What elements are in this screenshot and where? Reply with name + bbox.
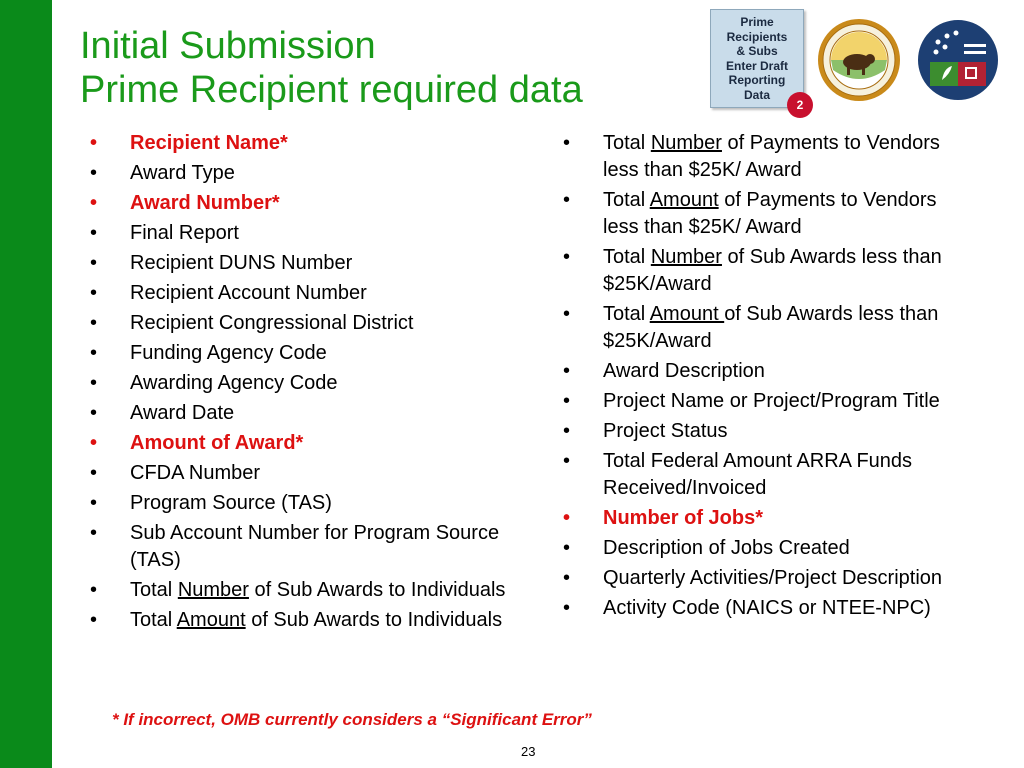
bullet-icon: • xyxy=(90,252,98,274)
list-item-text: Award Type xyxy=(130,162,235,184)
bullet-icon: • xyxy=(90,522,98,544)
list-item-text: CFDA Number xyxy=(130,462,261,484)
list-item-text: Recipient Congressional District xyxy=(130,312,414,334)
list-item-text: Award Date xyxy=(130,402,235,424)
list-item-text: of Sub Awards to Individuals xyxy=(245,609,503,631)
list-item xyxy=(90,160,510,187)
list-item xyxy=(563,535,958,562)
left-accent-bar xyxy=(0,0,52,768)
list-item-text: Program Source (TAS) xyxy=(130,492,332,514)
list-item-text: Recipient Name* xyxy=(130,132,288,154)
bullet-icon: • xyxy=(90,462,98,484)
title-line-2: Prime Recipient required data xyxy=(80,69,583,111)
list-item xyxy=(90,340,510,367)
underlined-term: Number xyxy=(177,579,249,601)
list-item-text: Recipient DUNS Number xyxy=(130,252,353,274)
list-item xyxy=(563,595,958,622)
list-item xyxy=(90,607,510,634)
list-item xyxy=(90,370,510,397)
list-item-text: Quarterly Activities/Project Description xyxy=(603,567,943,589)
bullet-icon: • xyxy=(90,579,98,601)
right-data-elements-list xyxy=(563,130,958,625)
list-item-text: Funding Agency Code xyxy=(130,342,327,364)
bullet-icon: • xyxy=(90,402,98,424)
underlined-term: Amount xyxy=(649,189,719,211)
list-item xyxy=(563,388,958,415)
list-item xyxy=(90,460,510,487)
page-number: 23 xyxy=(521,744,536,759)
list-item-text: Total Federal Amount ARRA Funds Received/Invoiced xyxy=(603,450,913,499)
list-item xyxy=(90,577,510,604)
list-item xyxy=(90,190,510,217)
list-item xyxy=(90,250,510,277)
list-item-text: Awarding Agency Code xyxy=(130,372,338,394)
list-item-text: Project Name or Project/Program Title xyxy=(603,390,940,412)
bullet-icon: • xyxy=(90,609,98,631)
list-item xyxy=(563,418,958,445)
bullet-icon: • xyxy=(563,360,571,382)
list-item xyxy=(563,187,958,241)
list-item-text: Recipient Account Number xyxy=(130,282,367,304)
underlined-term: Amount xyxy=(649,303,725,325)
list-item-text: Final Report xyxy=(130,222,239,244)
underlined-term: Amount xyxy=(176,609,246,631)
slide-title xyxy=(80,24,583,112)
bullet-icon: • xyxy=(90,222,98,244)
list-item xyxy=(563,358,958,385)
list-item xyxy=(563,301,958,355)
bullet-icon: • xyxy=(563,246,571,268)
list-item-text: of Sub Awards to Individuals xyxy=(248,579,506,601)
list-item-text: Award Number* xyxy=(130,192,280,214)
list-item-text: Amount of Award* xyxy=(130,432,304,454)
left-data-elements-list xyxy=(90,130,510,637)
bullet-icon: • xyxy=(90,132,98,154)
list-item xyxy=(563,505,958,532)
list-item-text: Project Status xyxy=(603,420,728,442)
list-item xyxy=(563,448,958,502)
list-item-text: Sub Account Number for Program Source (TAS) xyxy=(130,522,500,571)
bullet-icon: • xyxy=(90,162,98,184)
bullet-icon: • xyxy=(563,450,571,472)
bullet-icon: • xyxy=(90,492,98,514)
list-item-text: Total xyxy=(603,132,651,154)
list-item-text: Number of Jobs* xyxy=(603,507,764,529)
list-item xyxy=(90,220,510,247)
department-of-interior-seal-icon xyxy=(817,18,901,102)
list-item-text: of Payments to Vendors less than $25K/ Award xyxy=(603,189,937,238)
list-item-text: Description of Jobs Created xyxy=(603,537,850,559)
process-step-box: Prime Recipients & Subs Enter Draft Reporting Data xyxy=(710,9,804,108)
list-item xyxy=(563,565,958,592)
bullet-icon: • xyxy=(563,132,571,154)
bullet-icon: • xyxy=(90,312,98,334)
significant-error-footnote: * If incorrect, OMB currently considers a “Significant Error” xyxy=(112,710,592,729)
list-item xyxy=(90,130,510,157)
list-item-text: of Payments to Vendors less than $25K/ Award xyxy=(603,132,940,181)
list-item-text: Total xyxy=(603,246,651,268)
list-item-text: Total xyxy=(603,303,650,325)
bullet-icon: • xyxy=(90,432,98,454)
list-item xyxy=(90,280,510,307)
list-item-text: of Sub Awards less than $25K/Award xyxy=(603,303,939,352)
recovery-gov-seal-icon xyxy=(916,18,1000,102)
list-item-text: Total xyxy=(603,189,650,211)
bullet-icon: • xyxy=(90,372,98,394)
list-item-text: Activity Code (NAICS or NTEE-NPC) xyxy=(603,597,931,619)
list-item xyxy=(90,430,510,457)
bullet-icon: • xyxy=(563,390,571,412)
list-item xyxy=(563,130,958,184)
bullet-icon: • xyxy=(563,303,571,325)
list-item xyxy=(90,490,510,517)
underlined-term: Number xyxy=(650,132,722,154)
list-item xyxy=(90,400,510,427)
list-item xyxy=(90,520,510,574)
list-item-text: Award Description xyxy=(603,360,765,382)
bullet-icon: • xyxy=(563,567,571,589)
list-item xyxy=(90,310,510,337)
list-item xyxy=(563,244,958,298)
underlined-term: Number xyxy=(650,246,722,268)
list-item-text: Total xyxy=(130,579,178,601)
list-item-text: Total xyxy=(130,609,177,631)
title-line-1: Initial Submission xyxy=(80,25,376,67)
bullet-icon: • xyxy=(563,507,571,529)
bullet-icon: • xyxy=(563,189,571,211)
list-item-text: of Sub Awards less than $25K/Award xyxy=(603,246,942,295)
bullet-icon: • xyxy=(90,192,98,214)
bullet-icon: • xyxy=(563,597,571,619)
bullet-icon: • xyxy=(90,342,98,364)
bullet-icon: • xyxy=(563,420,571,442)
bullet-icon: • xyxy=(563,537,571,559)
step-number-badge: 2 xyxy=(787,92,813,118)
bullet-icon: • xyxy=(90,282,98,304)
